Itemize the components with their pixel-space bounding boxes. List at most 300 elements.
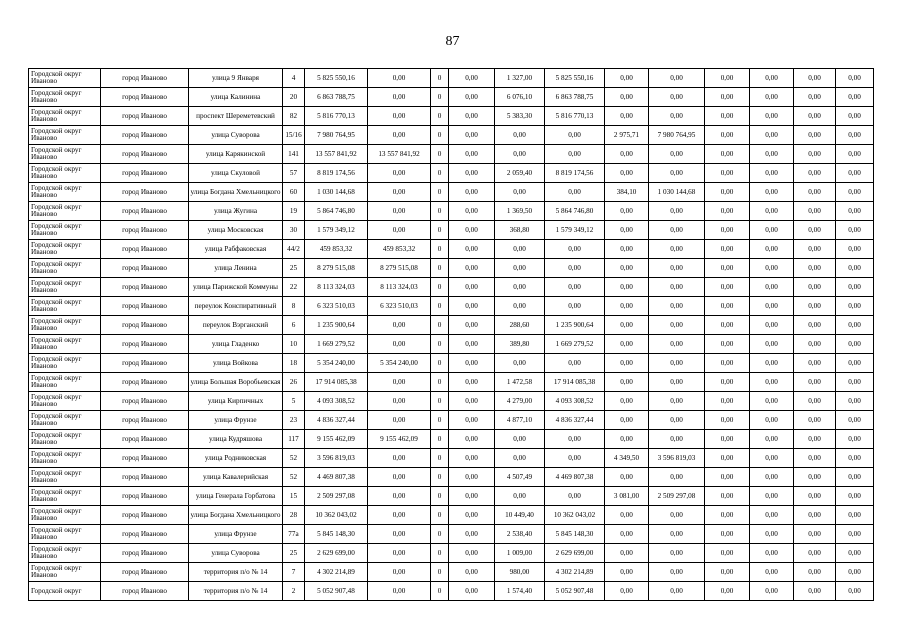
table-cell: 0,00 (836, 88, 874, 107)
table-cell: Городской округ Иваново (29, 373, 101, 392)
table-cell: 0 (431, 107, 449, 126)
table-cell: 8 819 174,56 (305, 164, 368, 183)
table-cell: 0,00 (449, 202, 495, 221)
table-cell: город Иваново (101, 183, 189, 202)
table-row (29, 525, 874, 544)
table-row (29, 164, 874, 183)
table-cell: 0,00 (836, 278, 874, 297)
table-cell: город Иваново (101, 506, 189, 525)
table-cell: 0,00 (705, 449, 750, 468)
table-cell: 0,00 (794, 316, 836, 335)
table-cell: 0,00 (605, 468, 649, 487)
table-cell: 0 (431, 69, 449, 88)
table-cell: 0 (431, 88, 449, 107)
table-cell: 1 327,00 (495, 69, 545, 88)
table-cell: 0,00 (545, 183, 605, 202)
table-cell: Городской округ Иваново (29, 354, 101, 373)
table-cell: 1 030 144,68 (305, 183, 368, 202)
table-cell: 0,00 (750, 449, 794, 468)
table-row (29, 107, 874, 126)
table-cell: 0 (431, 145, 449, 164)
table-cell: 0,00 (605, 259, 649, 278)
table-cell: 141 (283, 145, 305, 164)
table-cell: 0,00 (649, 221, 705, 240)
table-cell: 52 (283, 468, 305, 487)
table-cell: 0 (431, 335, 449, 354)
table-cell: 15/16 (283, 126, 305, 145)
table-cell: 368,80 (495, 221, 545, 240)
table-cell: 0,00 (794, 88, 836, 107)
table-row (29, 278, 874, 297)
table-cell: 5 816 770,13 (305, 107, 368, 126)
table-cell: 0,00 (705, 316, 750, 335)
table-row (29, 126, 874, 145)
table-row (29, 297, 874, 316)
table-cell: 0,00 (794, 354, 836, 373)
table-cell: 0,00 (705, 278, 750, 297)
table-cell: 0,00 (649, 202, 705, 221)
table-cell: 0,00 (836, 354, 874, 373)
table-cell: 0,00 (368, 69, 431, 88)
table-cell: 0,00 (368, 582, 431, 601)
table-cell: 288,60 (495, 316, 545, 335)
table-cell: улица Гладенко (189, 335, 283, 354)
table-cell: 0,00 (368, 373, 431, 392)
table-cell: 4 877,10 (495, 411, 545, 430)
table-cell: Городской округ Иваново (29, 392, 101, 411)
table-cell: 0,00 (836, 506, 874, 525)
table-cell: 0,00 (605, 506, 649, 525)
table-cell: Городской округ Иваново (29, 240, 101, 259)
table-cell: улица Рабфаковская (189, 240, 283, 259)
table-cell: 5 383,30 (495, 107, 545, 126)
table-cell: 0,00 (836, 164, 874, 183)
table-cell: 0,00 (750, 373, 794, 392)
table-cell: 19 (283, 202, 305, 221)
table-cell: город Иваново (101, 297, 189, 316)
table-cell: 0,00 (836, 468, 874, 487)
table-cell: 0,00 (836, 525, 874, 544)
table-body (29, 69, 874, 601)
table-cell: Городской округ Иваново (29, 164, 101, 183)
table-cell: 0,00 (836, 487, 874, 506)
table-cell: 0,00 (836, 183, 874, 202)
table-cell: 0,00 (545, 430, 605, 449)
table-cell: 0,00 (368, 411, 431, 430)
table-cell: 0,00 (794, 202, 836, 221)
table-cell: 0,00 (836, 240, 874, 259)
table-cell: 0,00 (649, 88, 705, 107)
table-cell: проспект Шереметевский (189, 107, 283, 126)
table-cell: 0,00 (449, 221, 495, 240)
table-cell: 0,00 (449, 164, 495, 183)
table-cell: 2 059,40 (495, 164, 545, 183)
table-cell: 0,00 (649, 69, 705, 88)
table-cell: 0,00 (794, 69, 836, 88)
table-cell: город Иваново (101, 430, 189, 449)
table-cell: Городской округ Иваново (29, 126, 101, 145)
table-cell: 5 354 240,00 (368, 354, 431, 373)
table-cell: 0,00 (495, 449, 545, 468)
table-cell: Городской округ Иваново (29, 145, 101, 164)
table-cell: 0,00 (605, 278, 649, 297)
table-cell: Городской округ Иваново (29, 221, 101, 240)
table-cell: 0 (431, 240, 449, 259)
table-cell: 0,00 (705, 430, 750, 449)
table-cell: Городской округ Иваново (29, 297, 101, 316)
table-cell: 0,00 (605, 544, 649, 563)
table-cell: 0,00 (449, 354, 495, 373)
table-cell: Городской округ Иваново (29, 107, 101, 126)
table-cell: 17 914 085,38 (545, 373, 605, 392)
table-cell: 0,00 (705, 506, 750, 525)
table-row (29, 202, 874, 221)
table-cell: 8 279 515,08 (368, 259, 431, 278)
table-cell: 0,00 (449, 297, 495, 316)
table-cell: 52 (283, 449, 305, 468)
table-cell: 5 052 907,48 (545, 582, 605, 601)
table-cell: 0,00 (705, 411, 750, 430)
table-cell: Городской округ Иваново (29, 335, 101, 354)
table-cell: 0,00 (750, 544, 794, 563)
table-cell: 459 853,32 (368, 240, 431, 259)
table-cell: 0,00 (368, 525, 431, 544)
table-cell: 0 (431, 164, 449, 183)
table-cell: город Иваново (101, 563, 189, 582)
table-cell: 0,00 (449, 316, 495, 335)
table-cell: 0,00 (836, 582, 874, 601)
table-cell: 0,00 (368, 335, 431, 354)
table-cell: 22 (283, 278, 305, 297)
table-cell: 5 845 148,30 (545, 525, 605, 544)
table-cell: 2 629 699,00 (545, 544, 605, 563)
table-cell: 0,00 (750, 506, 794, 525)
table-cell: 0,00 (449, 449, 495, 468)
table-cell: город Иваново (101, 354, 189, 373)
table-cell: город Иваново (101, 392, 189, 411)
table-cell: город Иваново (101, 107, 189, 126)
table-cell: 0,00 (794, 487, 836, 506)
table-cell: 0,00 (649, 411, 705, 430)
table-cell: 5 864 746,80 (545, 202, 605, 221)
table-cell: 8 113 324,03 (368, 278, 431, 297)
table-row (29, 544, 874, 563)
table-cell: 389,80 (495, 335, 545, 354)
table-cell: 0,00 (705, 107, 750, 126)
table-cell: 0,00 (449, 88, 495, 107)
table-cell: город Иваново (101, 468, 189, 487)
table-cell: 0,00 (449, 278, 495, 297)
table-cell: 0,00 (545, 297, 605, 316)
table-cell: 0,00 (605, 354, 649, 373)
table-cell: 4 093 308,52 (545, 392, 605, 411)
table-cell: 30 (283, 221, 305, 240)
table-row (29, 468, 874, 487)
table-cell: 1 369,50 (495, 202, 545, 221)
table-cell: 0,00 (605, 563, 649, 582)
table-cell: 0,00 (794, 278, 836, 297)
table-cell: 0 (431, 582, 449, 601)
table-cell: 0,00 (836, 563, 874, 582)
table-cell: Городской округ (29, 582, 101, 601)
table-cell: 0,00 (705, 525, 750, 544)
table-cell: 5 052 907,48 (305, 582, 368, 601)
table-cell: Городской округ Иваново (29, 506, 101, 525)
table-cell: 0,00 (649, 582, 705, 601)
table-cell: 0 (431, 316, 449, 335)
table-row (29, 335, 874, 354)
table-cell: 0,00 (649, 164, 705, 183)
table-cell: 0,00 (545, 126, 605, 145)
table-cell: 10 362 043,02 (545, 506, 605, 525)
table-cell: 0,00 (794, 145, 836, 164)
table-cell: 0,00 (649, 544, 705, 563)
table-cell: 0 (431, 297, 449, 316)
table-cell: 1 030 144,68 (649, 183, 705, 202)
table-cell: 4 507,49 (495, 468, 545, 487)
table-cell: 0,00 (605, 411, 649, 430)
table-cell: 0 (431, 449, 449, 468)
table-cell: 0,00 (545, 278, 605, 297)
table-cell: 6 076,10 (495, 88, 545, 107)
table-cell: 5 816 770,13 (545, 107, 605, 126)
table-cell: 9 155 462,09 (305, 430, 368, 449)
table-cell: 0,00 (705, 335, 750, 354)
table-cell: 0,00 (705, 297, 750, 316)
table-cell: 13 557 841,92 (368, 145, 431, 164)
table-cell: город Иваново (101, 449, 189, 468)
table-cell: 0,00 (750, 487, 794, 506)
table-cell: 0,00 (449, 430, 495, 449)
table-cell: 0,00 (449, 544, 495, 563)
table-cell: 82 (283, 107, 305, 126)
table-cell: 459 853,32 (305, 240, 368, 259)
table-row (29, 563, 874, 582)
table-cell: Городской округ Иваново (29, 202, 101, 221)
table-cell: 0,00 (605, 392, 649, 411)
table-cell: 0,00 (705, 126, 750, 145)
table-cell: 0,00 (794, 506, 836, 525)
table-cell: 8 279 515,08 (305, 259, 368, 278)
table-cell: 0,00 (495, 240, 545, 259)
table-cell: 0,00 (836, 544, 874, 563)
table-cell: город Иваново (101, 487, 189, 506)
table-cell: город Иваново (101, 278, 189, 297)
table-cell: 2 509 297,08 (305, 487, 368, 506)
table-cell: 25 (283, 259, 305, 278)
table-cell: 0,00 (368, 107, 431, 126)
table-cell: улица Ленина (189, 259, 283, 278)
table-cell: 0,00 (545, 259, 605, 278)
table-cell: 4 469 807,38 (545, 468, 605, 487)
table-cell: 0,00 (836, 411, 874, 430)
table-cell: 0 (431, 430, 449, 449)
table-cell: 0,00 (449, 525, 495, 544)
table-cell: 0,00 (705, 69, 750, 88)
table-cell: 0,00 (449, 69, 495, 88)
table-cell: Городской округ Иваново (29, 69, 101, 88)
table-cell: 0,00 (605, 316, 649, 335)
table-cell: 0,00 (495, 145, 545, 164)
table-cell: 0,00 (750, 411, 794, 430)
table-cell: 0,00 (649, 373, 705, 392)
table-cell: город Иваново (101, 544, 189, 563)
table-cell: 0,00 (705, 544, 750, 563)
table-cell: 0,00 (368, 221, 431, 240)
table-cell: улица Фрунзе (189, 411, 283, 430)
table-cell: 0,00 (495, 354, 545, 373)
table-cell: 0,00 (705, 145, 750, 164)
table-cell: 0,00 (495, 278, 545, 297)
table-cell: 0,00 (836, 126, 874, 145)
table-cell: 0,00 (794, 126, 836, 145)
table-cell: город Иваново (101, 221, 189, 240)
table-cell: 0,00 (705, 373, 750, 392)
table-cell: 0 (431, 278, 449, 297)
table-cell: 0,00 (449, 259, 495, 278)
table-cell: 0,00 (449, 145, 495, 164)
table-cell: 0,00 (368, 544, 431, 563)
table-cell: 4 093 308,52 (305, 392, 368, 411)
table-cell: 0,00 (750, 354, 794, 373)
table-cell: 0,00 (836, 449, 874, 468)
table-cell: 8 819 174,56 (545, 164, 605, 183)
table-cell: 0,00 (449, 563, 495, 582)
table-cell: 7 (283, 563, 305, 582)
table-cell: 4 349,50 (605, 449, 649, 468)
table-cell: 0,00 (649, 145, 705, 164)
table-cell: 0,00 (750, 202, 794, 221)
table-cell: 0,00 (750, 278, 794, 297)
table-cell: улица Калинина (189, 88, 283, 107)
table-cell: 0,00 (368, 88, 431, 107)
table-cell: 0,00 (649, 430, 705, 449)
table-cell: 4 302 214,89 (305, 563, 368, 582)
table-cell: 0 (431, 411, 449, 430)
table-cell: 0,00 (605, 240, 649, 259)
table-cell: 1 009,00 (495, 544, 545, 563)
table-cell: 0 (431, 544, 449, 563)
table-cell: 0,00 (836, 335, 874, 354)
table-cell: 0 (431, 259, 449, 278)
table-cell: 0,00 (794, 449, 836, 468)
table-cell: 2 629 699,00 (305, 544, 368, 563)
table-cell: 0,00 (605, 88, 649, 107)
table-cell: 57 (283, 164, 305, 183)
table-row (29, 316, 874, 335)
table-cell: 0,00 (750, 221, 794, 240)
table-cell: 4 836 327,44 (545, 411, 605, 430)
table-cell: 0,00 (794, 544, 836, 563)
table-cell: 0,00 (605, 164, 649, 183)
table-cell: 3 596 819,03 (305, 449, 368, 468)
table-cell: 2 975,71 (605, 126, 649, 145)
table-row (29, 411, 874, 430)
table-cell: 13 557 841,92 (305, 145, 368, 164)
table-cell: 0 (431, 373, 449, 392)
table-cell: Городской округ Иваново (29, 411, 101, 430)
table-cell: 384,10 (605, 183, 649, 202)
table-cell: 0,00 (495, 126, 545, 145)
table-cell: 0,00 (605, 297, 649, 316)
table-cell: 0,00 (794, 164, 836, 183)
table-cell: 4 279,00 (495, 392, 545, 411)
table-cell: 0 (431, 126, 449, 145)
table-cell: 0,00 (705, 202, 750, 221)
table-cell: 0,00 (750, 240, 794, 259)
table-cell: 0,00 (449, 487, 495, 506)
table-cell: 0,00 (836, 69, 874, 88)
table-cell: 0,00 (836, 145, 874, 164)
table-cell: 5 825 550,16 (545, 69, 605, 88)
table-cell: 0,00 (495, 297, 545, 316)
table-cell: улица Кудряшова (189, 430, 283, 449)
table-cell: 0 (431, 202, 449, 221)
table-cell: 0,00 (495, 183, 545, 202)
table-row (29, 487, 874, 506)
table-cell: 0,00 (368, 449, 431, 468)
table-cell: город Иваново (101, 164, 189, 183)
table-cell: 5 354 240,00 (305, 354, 368, 373)
table-cell: 2 538,40 (495, 525, 545, 544)
table-cell: 0,00 (750, 392, 794, 411)
table-cell: 26 (283, 373, 305, 392)
table-cell: 0,00 (368, 183, 431, 202)
table-cell: 2 (283, 582, 305, 601)
table-cell: 0,00 (836, 373, 874, 392)
table-cell: 0,00 (449, 335, 495, 354)
table-cell: Городской округ Иваново (29, 88, 101, 107)
table-row (29, 354, 874, 373)
table-cell: 4 (283, 69, 305, 88)
table-cell: 0,00 (794, 107, 836, 126)
data-table (28, 68, 874, 601)
table-cell: 0,00 (750, 88, 794, 107)
table-cell: 0,00 (545, 487, 605, 506)
table-cell: 10 362 043,02 (305, 506, 368, 525)
table-row (29, 430, 874, 449)
table-cell: 10 (283, 335, 305, 354)
table-cell: 0,00 (605, 145, 649, 164)
table-cell: переулок Вэрганский (189, 316, 283, 335)
table-cell: 0,00 (794, 183, 836, 202)
table-cell: 0,00 (605, 202, 649, 221)
table-cell: переулок Конспиративный (189, 297, 283, 316)
table-cell: 5 (283, 392, 305, 411)
table-cell: улица Парижской Коммуны (189, 278, 283, 297)
table-cell: 0,00 (449, 468, 495, 487)
table-cell: улица Суворова (189, 544, 283, 563)
table-cell: улица Кирпичных (189, 392, 283, 411)
table-cell: 0,00 (794, 373, 836, 392)
table-cell: улица Богдана Хмельницкого (189, 183, 283, 202)
table-cell: 0,00 (750, 335, 794, 354)
table-cell: 10 449,40 (495, 506, 545, 525)
table-cell: город Иваново (101, 240, 189, 259)
table-cell: 980,00 (495, 563, 545, 582)
table-cell: 0,00 (750, 582, 794, 601)
table-cell: 5 864 746,80 (305, 202, 368, 221)
table-cell: 0,00 (649, 525, 705, 544)
table-cell: 0,00 (449, 392, 495, 411)
table-cell: город Иваново (101, 259, 189, 278)
table-cell: 0,00 (750, 164, 794, 183)
table-cell: 20 (283, 88, 305, 107)
table-cell: 0,00 (794, 411, 836, 430)
table-cell: 0,00 (750, 183, 794, 202)
table-cell: 0,00 (495, 259, 545, 278)
table-cell: 0,00 (705, 487, 750, 506)
